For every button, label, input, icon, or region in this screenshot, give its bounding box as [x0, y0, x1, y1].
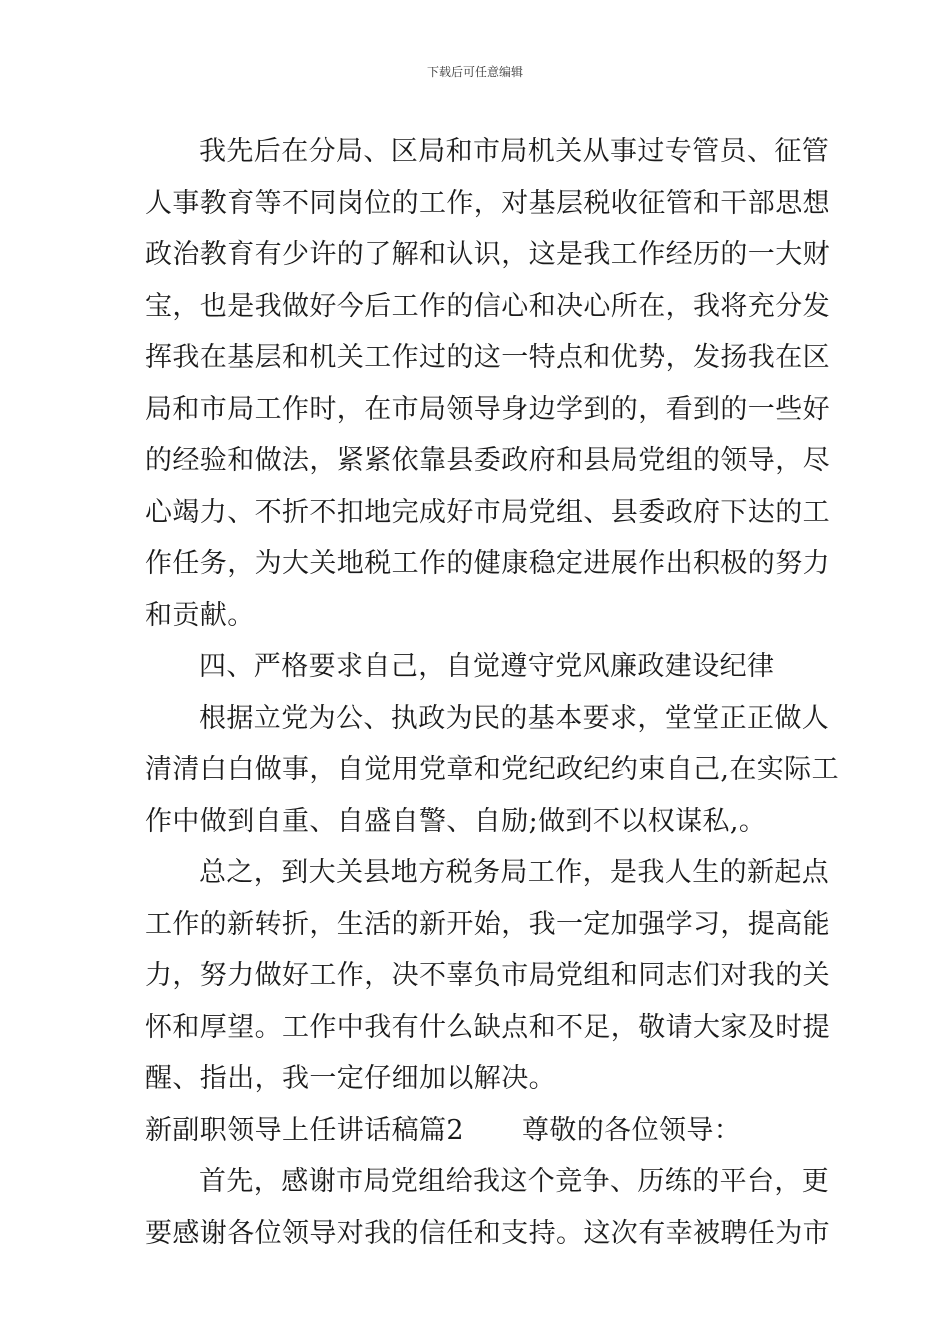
paragraph-line: 清清白白做事，自觉用党章和党纪政纪约束自己,在实际工: [145, 754, 839, 785]
paragraph-line: 心竭力、不折不扣地完成好市局党组、县委政府下达的工: [145, 496, 830, 528]
page-header: 下载后可任意编辑: [426, 65, 523, 79]
paragraph-line: 和贡献。: [145, 599, 255, 631]
paragraph-line: 醒、指出，我一定仔细加以解决。: [145, 1063, 556, 1094]
paragraph-line: 我先后在分局、区局和市局机关从事过专管员、征管: [199, 136, 830, 167]
paragraph-line: 人事教育等不同岗位的工作，对基层税收征管和干部思想: [145, 187, 830, 219]
document-body: [145, 126, 839, 1259]
speech-title: 新副职领导上任讲话稿篇2: [145, 1114, 464, 1146]
paragraph-line: 力，努力做好工作，决不辜负市局党组和同志们对我的关: [145, 960, 830, 991]
speech-title-line: [145, 1105, 805, 1157]
paragraph-line: 怀和厚望。工作中我有什么缺点和不足，敬请大家及时提: [145, 1011, 830, 1043]
paragraph-line: 挥我在基层和机关工作过的这一特点和优势，发扬我在区: [145, 342, 830, 373]
paragraph-line: 的经验和做法，紧紧依靠县委政府和县局党组的领导，尽: [145, 445, 830, 476]
paragraph-line: 作中做到自重、自盛自警、自励;做到不以权谋私,。: [145, 805, 767, 837]
paragraph-line: 首先，感谢市局党组给我这个竞争、历练的平台，更: [199, 1166, 830, 1197]
paragraph-line: 政治教育有少许的了解和认识，这是我工作经历的一大财: [145, 239, 830, 270]
paragraph-line: 局和市局工作时，在市局领导身边学到的，看到的一些好: [145, 393, 830, 425]
paragraph-line: 作任务，为大关地税工作的健康稳定进展作出积极的努力: [145, 548, 830, 579]
paragraph-line: 根据立党为公、执政为民的基本要求，堂堂正正做人: [199, 702, 830, 734]
paragraph-line: 工作的新转折，生活的新开始，我一定加强学习，提高能: [145, 908, 830, 940]
paragraph-line: 要感谢各位领导对我的信任和支持。这次有幸被聘任为市: [145, 1217, 830, 1249]
paragraph-line: 宝，也是我做好今后工作的信心和决心所在，我将充分发: [145, 290, 830, 322]
paragraph-line: 总之，到大关县地方税务局工作，是我人生的新起点: [199, 857, 830, 888]
salutation: 尊敬的各位领导：: [521, 1114, 742, 1146]
section-heading: 四、严格要求自己，自觉遵守党风廉政建设纪律: [199, 651, 775, 682]
